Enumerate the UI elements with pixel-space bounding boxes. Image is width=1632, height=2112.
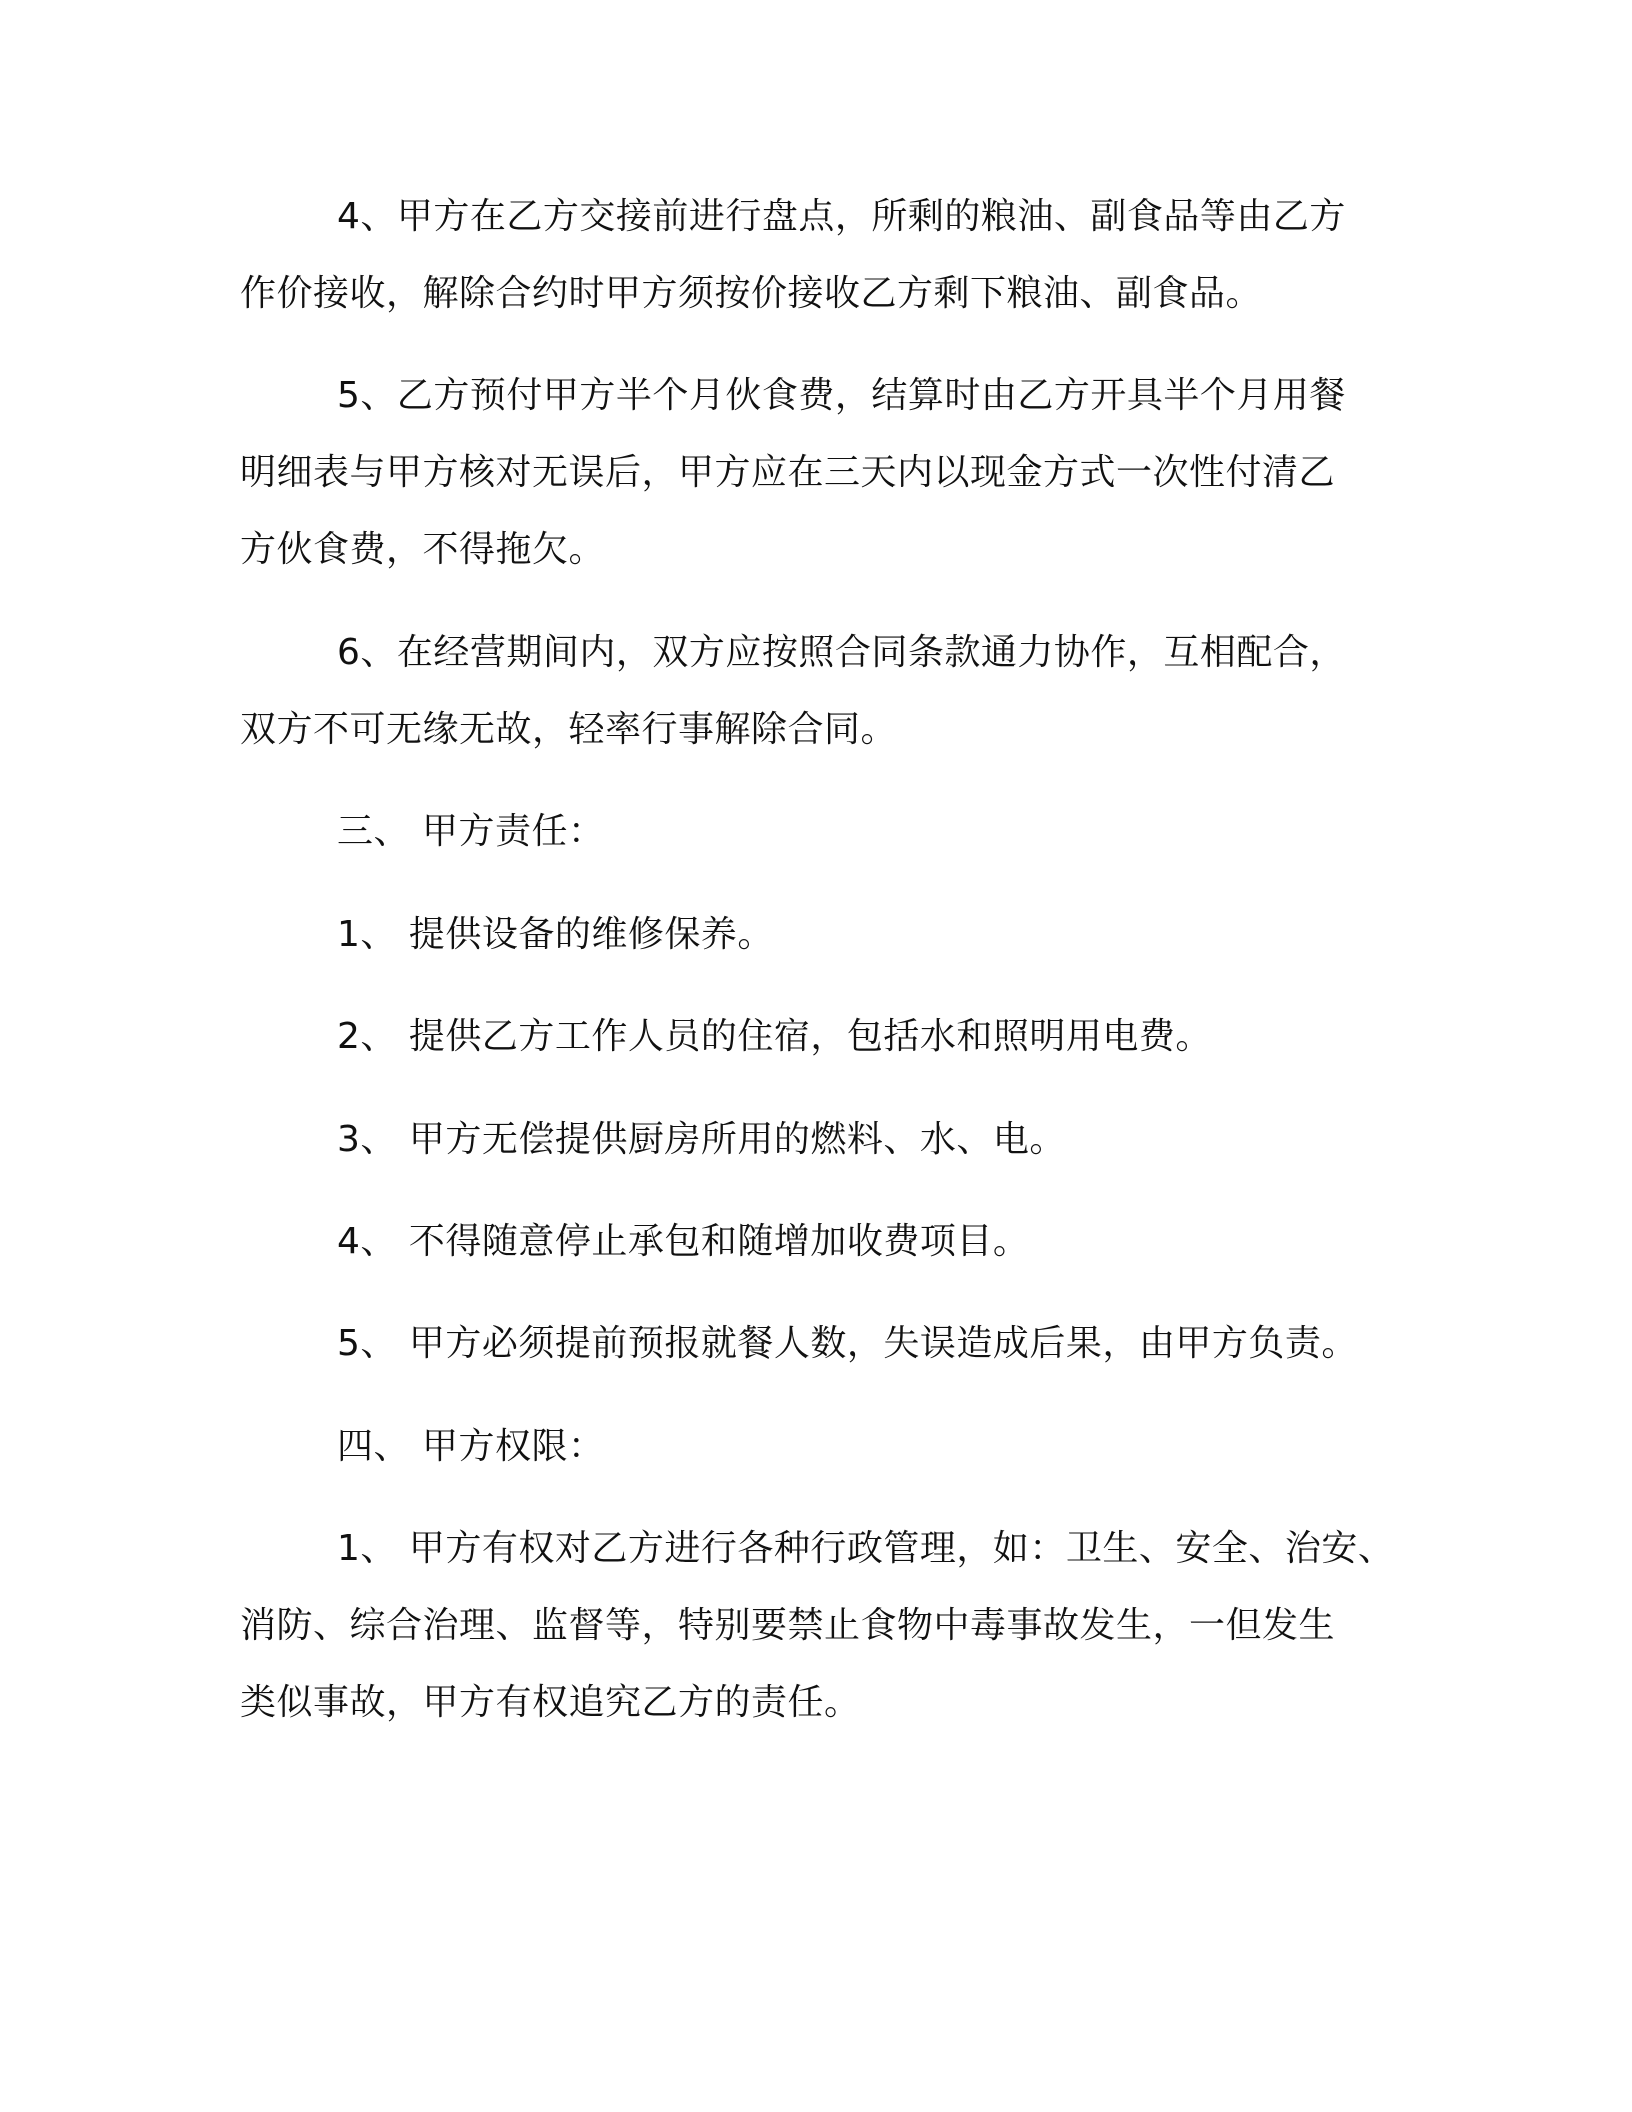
section-3-item-3: 3、 甲方无偿提供厨房所用的燃料、水、电。 bbox=[337, 1119, 1066, 1160]
section-3-item-1: 1、 提供设备的维修保养。 bbox=[337, 914, 774, 955]
clause-2-6-line-2: 双方不可无缘无故，轻率行事解除合同。 bbox=[240, 709, 898, 750]
section-3-item-2: 2、 提供乙方工作人员的住宿，包括水和照明用电费。 bbox=[337, 1016, 1212, 1057]
section-4-heading: 四、 甲方权限： bbox=[337, 1426, 605, 1467]
clause-2-5-line-1: 5、乙方预付甲方半个月伙食费，结算时由乙方开具半个月用餐 bbox=[337, 375, 1346, 416]
section-3-item-4: 4、 不得随意停止承包和随增加收费项目。 bbox=[337, 1221, 1030, 1262]
clause-2-5-line-3: 方伙食费，不得拖欠。 bbox=[240, 529, 606, 570]
clause-2-5-line-2: 明细表与甲方核对无误后，甲方应在三天内以现金方式一次性付清乙 bbox=[240, 452, 1336, 493]
clause-2-4-line-1: 4、甲方在乙方交接前进行盘点，所剩的粮油、副食品等由乙方 bbox=[337, 196, 1346, 237]
section-4-item-1-line-1: 1、 甲方有权对乙方进行各种行政管理，如：卫生、安全、治安、 bbox=[337, 1528, 1395, 1569]
clause-2-4-line-2: 作价接收，解除合约时甲方须按价接收乙方剩下粮油、副食品。 bbox=[240, 273, 1263, 314]
section-4-item-1-line-2: 消防、综合治理、监督等，特别要禁止食物中毒事故发生，一但发生 bbox=[240, 1605, 1336, 1646]
clause-2-6-line-1: 6、在经营期间内，双方应按照合同条款通力协作，互相配合， bbox=[337, 632, 1346, 673]
section-4-item-1-line-3: 类似事故，甲方有权追究乙方的责任。 bbox=[240, 1682, 861, 1723]
section-3-item-5: 5、 甲方必须提前预报就餐人数，失误造成后果，由甲方负责。 bbox=[337, 1323, 1358, 1364]
section-3-heading: 三、 甲方责任： bbox=[337, 811, 605, 852]
